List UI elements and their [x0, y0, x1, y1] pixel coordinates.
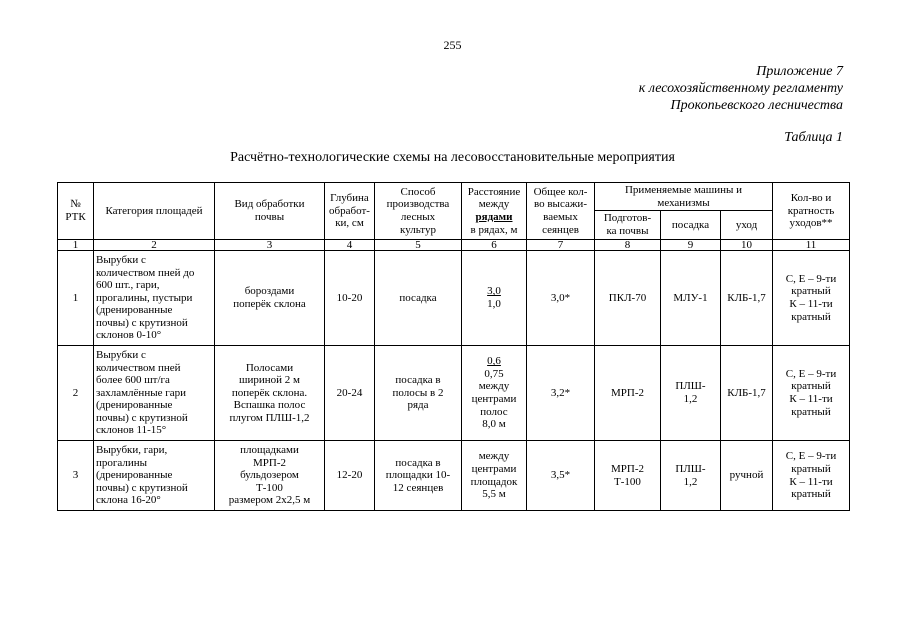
appendix-line-3: Прокопьевского лесничества — [670, 98, 843, 113]
page-number: 255 — [443, 38, 462, 52]
row-number: 1 — [58, 251, 94, 346]
soil-prep-cell: МРП-2 — [595, 346, 661, 441]
column-number: 8 — [595, 240, 661, 251]
column-number: 1 — [58, 240, 94, 251]
depth-cell: 10-20 — [325, 251, 375, 346]
table-label: Таблица 1 — [784, 130, 843, 145]
treatment-cell: бороздами поперёк склона — [215, 251, 325, 346]
soil-prep-cell: МРП-2 Т-100 — [595, 441, 661, 511]
header-care: уход — [721, 211, 773, 240]
treatment-cell: площадками МРП-2 бульдозером Т-100 размером 2х2,5 м — [215, 441, 325, 511]
column-number: 5 — [375, 240, 462, 251]
care-count-cell: С, Е – 9-ти кратный К – 11-ти кратный — [773, 441, 850, 511]
rtk-table — [57, 182, 850, 511]
header-spacing: Расстояние между рядами в рядах, м — [462, 183, 527, 240]
column-number: 2 — [94, 240, 215, 251]
header-category: Категория площадей — [94, 183, 215, 240]
column-number: 3 — [215, 240, 325, 251]
category-cell: Вырубки, гари, прогалины (дренированные почвы) с крутизной склона 16-20° — [94, 441, 215, 511]
column-number: 11 — [773, 240, 850, 251]
category-cell: Вырубки с количеством пней до 600 шт., гари, прогалины, пустыри (дренированные почвы) с крутизной склонов 0-10° — [94, 251, 215, 346]
header-method: Способ производства лесных культур — [375, 183, 462, 240]
soil-prep-cell: ПКЛ-70 — [595, 251, 661, 346]
care-cell: КЛБ-1,7 — [721, 251, 773, 346]
care-count-cell: С, Е – 9-ти кратный К – 11-ти кратный — [773, 346, 850, 441]
spacing-cell: между центрами площадок 5,5 м — [462, 441, 527, 511]
depth-cell: 12-20 — [325, 441, 375, 511]
header-rtk: № РТК — [58, 183, 94, 240]
care-cell: КЛБ-1,7 — [721, 346, 773, 441]
care-cell: ручной — [721, 441, 773, 511]
header-depth: Глубина обработ- ки, см — [325, 183, 375, 240]
spacing-cell: 3,0 1,0 — [462, 251, 527, 346]
method-cell: посадка в площадки 10- 12 сеянцев — [375, 441, 462, 511]
header-soil-prep: Подготов- ка почвы — [595, 211, 661, 240]
column-number: 10 — [721, 240, 773, 251]
appendix-line-2: к лесохозяйственному регламенту — [638, 81, 843, 96]
column-number: 6 — [462, 240, 527, 251]
method-cell: посадка в полосы в 2 ряда — [375, 346, 462, 441]
total-seedlings-cell: 3,2* — [527, 346, 595, 441]
spacing-cell: 0,6 0,75 между центрами полос 8,0 м — [462, 346, 527, 441]
header-machines: Применяемые машины и механизмы — [595, 183, 773, 211]
total-seedlings-cell: 3,5* — [527, 441, 595, 511]
care-count-cell: С, Е – 9-ти кратный К – 11-ти кратный — [773, 251, 850, 346]
planting-cell: ПЛШ- 1,2 — [661, 441, 721, 511]
header-planting: посадка — [661, 211, 721, 240]
header-total-seedlings: Общее кол- во высажи- ваемых сеянцев — [527, 183, 595, 240]
table-row — [58, 346, 850, 441]
row-number: 2 — [58, 346, 94, 441]
column-number: 7 — [527, 240, 595, 251]
depth-cell: 20-24 — [325, 346, 375, 441]
header-care-count: Кол-во и кратность уходов** — [773, 183, 850, 240]
header-treatment: Вид обработки почвы — [215, 183, 325, 240]
category-cell: Вырубки с количеством пней более 600 шт/га захламлённые гари (дренированные почвы) с крутизной склонов 11-15° — [94, 346, 215, 441]
method-cell: посадка — [375, 251, 462, 346]
treatment-cell: Полосами шириной 2 м поперёк склона. Вспашка полос плугом ПЛШ-1,2 — [215, 346, 325, 441]
document-title: Расчётно-технологические схемы на лесовосстановительные мероприятия — [230, 150, 675, 165]
table-row — [58, 441, 850, 511]
column-number: 9 — [661, 240, 721, 251]
planting-cell: ПЛШ- 1,2 — [661, 346, 721, 441]
planting-cell: МЛУ-1 — [661, 251, 721, 346]
total-seedlings-cell: 3,0* — [527, 251, 595, 346]
column-number: 4 — [325, 240, 375, 251]
row-number: 3 — [58, 441, 94, 511]
table-row — [58, 251, 850, 346]
appendix-reference — [639, 63, 843, 114]
appendix-line-1: Приложение 7 — [756, 64, 843, 79]
